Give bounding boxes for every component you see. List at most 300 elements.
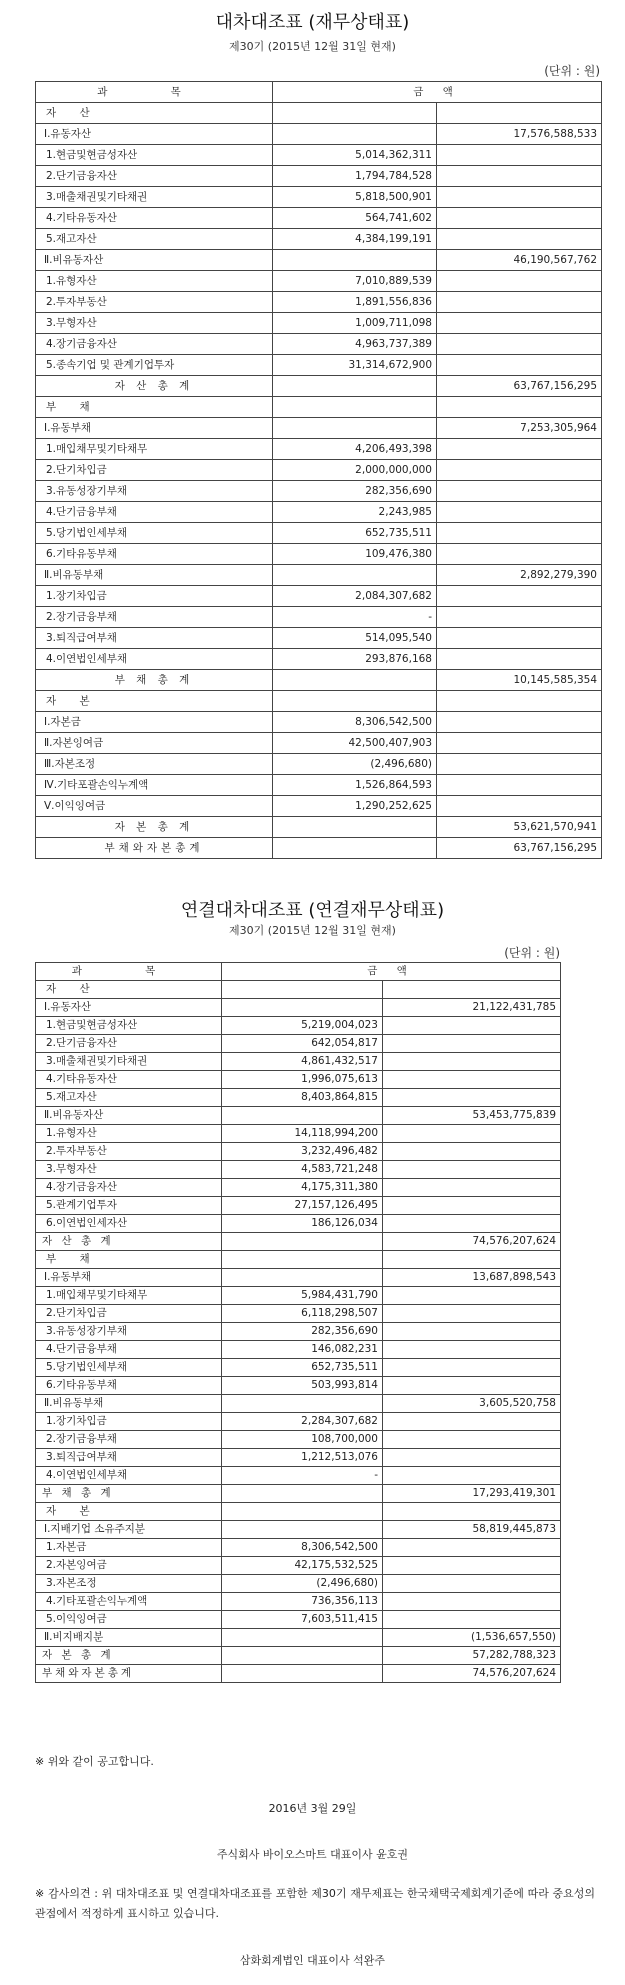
- total-amount-cell: [383, 1197, 561, 1215]
- detail-amount-cell: 293,876,168: [273, 649, 437, 670]
- total-amount-cell: [383, 1413, 561, 1431]
- total-amount-cell: [437, 271, 602, 292]
- total-amount-cell: [383, 1215, 561, 1233]
- detail-amount-cell: 31,314,672,900: [273, 355, 437, 376]
- detail-amount-cell: 1,891,556,836: [273, 292, 437, 313]
- total-amount-cell: [383, 1341, 561, 1359]
- account-cell: 1.매입채무및기타채무: [36, 439, 273, 460]
- detail-amount-cell: 1,009,711,098: [273, 313, 437, 334]
- account-cell: 6.이연법인세자산: [36, 1215, 222, 1233]
- table-row: [36, 1359, 561, 1377]
- total-amount-cell: 57,282,788,323: [383, 1647, 561, 1665]
- account-cell: 부 채 총 계: [36, 670, 273, 691]
- table-row: [36, 1269, 561, 1287]
- table-row: [36, 796, 602, 817]
- total-amount-cell: 58,819,445,873: [383, 1521, 561, 1539]
- account-cell: 1.유형자산: [36, 271, 273, 292]
- table-row: [36, 1215, 561, 1233]
- total-amount-cell: 74,576,207,624: [383, 1233, 561, 1251]
- total-amount-cell: [437, 586, 602, 607]
- total-amount-cell: [383, 1449, 561, 1467]
- table-row: [36, 544, 602, 565]
- account-cell: Ⅲ.자본조정: [36, 754, 273, 775]
- table-row: [36, 481, 602, 502]
- detail-amount-cell: 642,054,817: [222, 1035, 383, 1053]
- total-amount-cell: [437, 481, 602, 502]
- total-amount-cell: 63,767,156,295: [437, 838, 602, 859]
- unit-label: (단위 : 원): [544, 64, 600, 78]
- account-cell: Ⅳ.기타포괄손익누계액: [36, 775, 273, 796]
- table-row: [36, 712, 602, 733]
- detail-amount-cell: 1,996,075,613: [222, 1071, 383, 1089]
- detail-amount-cell: 2,243,985: [273, 502, 437, 523]
- table-row: [36, 439, 602, 460]
- total-amount-cell: [437, 103, 602, 124]
- account-cell: Ⅱ.비유동자산: [36, 250, 273, 271]
- statement-subtitle: 제30기 (2015년 12월 31일 현재): [229, 40, 396, 53]
- detail-amount-cell: 652,735,511: [273, 523, 437, 544]
- account-cell: 6.기타유동부채: [36, 1377, 222, 1395]
- total-amount-cell: 17,576,588,533: [437, 124, 602, 145]
- table-row: [36, 376, 602, 397]
- total-amount-cell: (1,536,657,550): [383, 1629, 561, 1647]
- total-amount-cell: [437, 208, 602, 229]
- table-row: [36, 1161, 561, 1179]
- detail-amount-cell: [273, 691, 437, 712]
- detail-amount-cell: (2,496,680): [273, 754, 437, 775]
- table-row: [36, 418, 602, 439]
- account-cell: 5.재고자산: [36, 229, 273, 250]
- account-cell: 자 산: [36, 981, 222, 999]
- consolidated-subtitle: 제30기 (2015년 12월 31일 현재): [229, 924, 396, 937]
- total-amount-cell: [437, 166, 602, 187]
- total-amount-cell: 53,621,570,941: [437, 817, 602, 838]
- total-amount-cell: [437, 544, 602, 565]
- detail-amount-cell: 14,118,994,200: [222, 1125, 383, 1143]
- total-amount-cell: [383, 1611, 561, 1629]
- account-cell: 4.장기금융자산: [36, 1179, 222, 1197]
- table-row: [36, 1143, 561, 1161]
- table-row: [36, 1305, 561, 1323]
- detail-amount-cell: [222, 1485, 383, 1503]
- consolidated-unit-label: (단위 : 원): [504, 946, 560, 960]
- table-row: [36, 817, 602, 838]
- account-cell: 3.무형자산: [36, 313, 273, 334]
- total-amount-cell: [437, 733, 602, 754]
- total-amount-cell: [383, 1323, 561, 1341]
- account-cell: 4.단기금융부채: [36, 1341, 222, 1359]
- detail-amount-cell: 186,126,034: [222, 1215, 383, 1233]
- total-amount-cell: [383, 1089, 561, 1107]
- table-row: [36, 1611, 561, 1629]
- account-cell: 자 본: [36, 691, 273, 712]
- table-row: [36, 229, 602, 250]
- total-amount-cell: [383, 1143, 561, 1161]
- total-amount-cell: [437, 355, 602, 376]
- total-amount-cell: [437, 523, 602, 544]
- account-cell: 5.재고자산: [36, 1089, 222, 1107]
- announcement-date: 2016년 3월 29일: [268, 1802, 357, 1815]
- detail-amount-cell: [273, 376, 437, 397]
- account-cell: 1.매입채무및기타채무: [36, 1287, 222, 1305]
- table-row: [36, 670, 602, 691]
- table-row: [36, 1125, 561, 1143]
- account-cell: 4.장기금융자산: [36, 334, 273, 355]
- detail-amount-cell: 1,794,784,528: [273, 166, 437, 187]
- consolidated-title: 연결대차대조표 (연결재무상태표): [180, 900, 445, 921]
- table-row: [36, 460, 602, 481]
- account-cell: 2.장기금융부채: [36, 607, 273, 628]
- total-amount-cell: [383, 1575, 561, 1593]
- detail-amount-cell: [273, 817, 437, 838]
- account-cell: 6.기타유동부채: [36, 544, 273, 565]
- table-row: [36, 981, 561, 999]
- total-amount-cell: [383, 1251, 561, 1269]
- table-row: [36, 838, 602, 859]
- detail-amount-cell: [222, 999, 383, 1017]
- account-cell: 4.기타유동자산: [36, 208, 273, 229]
- detail-amount-cell: 5,818,500,901: [273, 187, 437, 208]
- account-cell: 2.투자부동산: [36, 1143, 222, 1161]
- detail-amount-cell: [222, 1233, 383, 1251]
- table-row: [36, 586, 602, 607]
- total-amount-cell: [383, 1179, 561, 1197]
- table-header-row: [36, 963, 561, 981]
- detail-amount-cell: 7,603,511,415: [222, 1611, 383, 1629]
- total-amount-cell: 3,605,520,758: [383, 1395, 561, 1413]
- account-cell: 자 본 총 계: [36, 1647, 222, 1665]
- auditor-name: 삼화회계법인 대표이사 석완주: [239, 1954, 386, 1967]
- account-cell: 4.이연법인세부채: [36, 1467, 222, 1485]
- detail-amount-cell: [273, 838, 437, 859]
- account-cell: Ⅱ.비유동부채: [36, 565, 273, 586]
- detail-amount-cell: [222, 1521, 383, 1539]
- account-cell: 4.기타유동자산: [36, 1071, 222, 1089]
- account-cell: 부 채: [36, 397, 273, 418]
- detail-amount-cell: 3,232,496,482: [222, 1143, 383, 1161]
- table-row: [36, 271, 602, 292]
- table-row: [36, 1035, 561, 1053]
- table-row: [36, 1557, 561, 1575]
- detail-amount-cell: [273, 397, 437, 418]
- table-row: [36, 1467, 561, 1485]
- account-cell: 3.퇴직급여부채: [36, 628, 273, 649]
- account-cell: 4.이연법인세부채: [36, 649, 273, 670]
- detail-amount-cell: [222, 1251, 383, 1269]
- total-amount-cell: [437, 439, 602, 460]
- detail-amount-cell: 42,175,532,525: [222, 1557, 383, 1575]
- table-row: [36, 124, 602, 145]
- detail-amount-cell: 8,403,864,815: [222, 1089, 383, 1107]
- total-amount-cell: [437, 712, 602, 733]
- detail-amount-cell: 2,084,307,682: [273, 586, 437, 607]
- detail-amount-cell: 5,984,431,790: [222, 1287, 383, 1305]
- total-amount-cell: [383, 1071, 561, 1089]
- detail-amount-cell: [273, 418, 437, 439]
- company-representative: 주식회사 바이오스마트 대표이사 윤호권: [216, 1848, 409, 1861]
- total-amount-cell: [437, 460, 602, 481]
- total-amount-cell: [437, 292, 602, 313]
- table-row: [36, 1089, 561, 1107]
- table-row: [36, 1413, 561, 1431]
- table-row: [36, 523, 602, 544]
- account-cell: 2.단기금융자산: [36, 1035, 222, 1053]
- total-amount-cell: [383, 1359, 561, 1377]
- account-cell: Ⅱ.비유동자산: [36, 1107, 222, 1125]
- account-cell: 3.퇴직급여부채: [36, 1449, 222, 1467]
- table-header-row: [36, 82, 602, 103]
- table-row: [36, 607, 602, 628]
- account-cell: 자 본 총 계: [36, 817, 273, 838]
- total-amount-cell: 13,687,898,543: [383, 1269, 561, 1287]
- total-amount-cell: 63,767,156,295: [437, 376, 602, 397]
- detail-amount-cell: 564,741,602: [273, 208, 437, 229]
- account-cell: Ⅴ.이익잉여금: [36, 796, 273, 817]
- table-row: [36, 565, 602, 586]
- table-row: [36, 1107, 561, 1125]
- table-row: [36, 1539, 561, 1557]
- account-cell: 2.투자부동산: [36, 292, 273, 313]
- account-cell: 부 채 총 계: [36, 1485, 222, 1503]
- account-cell: 자 산 총 계: [36, 1233, 222, 1251]
- total-amount-cell: [437, 397, 602, 418]
- detail-amount-cell: [273, 103, 437, 124]
- account-cell: 1.현금및현금성자산: [36, 1017, 222, 1035]
- table-row: [36, 775, 602, 796]
- detail-amount-cell: 652,735,511: [222, 1359, 383, 1377]
- header-amount: 금 액: [273, 82, 602, 103]
- total-amount-cell: [437, 796, 602, 817]
- detail-amount-cell: 108,700,000: [222, 1431, 383, 1449]
- table-row: [36, 1647, 561, 1665]
- total-amount-cell: 53,453,775,839: [383, 1107, 561, 1125]
- detail-amount-cell: 1,290,252,625: [273, 796, 437, 817]
- total-amount-cell: [437, 691, 602, 712]
- table-row: [36, 292, 602, 313]
- detail-amount-cell: 2,284,307,682: [222, 1413, 383, 1431]
- detail-amount-cell: 282,356,690: [222, 1323, 383, 1341]
- detail-amount-cell: 4,583,721,248: [222, 1161, 383, 1179]
- account-cell: 2.단기차입금: [36, 1305, 222, 1323]
- detail-amount-cell: [222, 1629, 383, 1647]
- account-cell: 부채와자본총계: [36, 838, 273, 859]
- table-row: [36, 1017, 561, 1035]
- table-row: [36, 1665, 561, 1683]
- table-row: [36, 754, 602, 775]
- detail-amount-cell: 1,212,513,076: [222, 1449, 383, 1467]
- table-row: [36, 1593, 561, 1611]
- header-account: 과 목: [36, 963, 222, 981]
- table-row: [36, 649, 602, 670]
- total-amount-cell: [437, 145, 602, 166]
- account-cell: 자 본: [36, 1503, 222, 1521]
- total-amount-cell: 46,190,567,762: [437, 250, 602, 271]
- account-cell: 3.매출채권및기타채권: [36, 187, 273, 208]
- account-cell: 2.단기차입금: [36, 460, 273, 481]
- table-row: [36, 691, 602, 712]
- table-row: [36, 1053, 561, 1071]
- detail-amount-cell: 27,157,126,495: [222, 1197, 383, 1215]
- table-row: [36, 334, 602, 355]
- table-row: [36, 1521, 561, 1539]
- account-cell: 5.당기법인세부채: [36, 523, 273, 544]
- total-amount-cell: 7,253,305,964: [437, 418, 602, 439]
- account-cell: 1.자본금: [36, 1539, 222, 1557]
- total-amount-cell: [383, 1431, 561, 1449]
- account-cell: 1.장기차입금: [36, 586, 273, 607]
- detail-amount-cell: [222, 1647, 383, 1665]
- detail-amount-cell: -: [222, 1467, 383, 1485]
- table-row: [36, 1449, 561, 1467]
- account-cell: 4.기타포괄손익누계액: [36, 1593, 222, 1611]
- detail-amount-cell: 1,526,864,593: [273, 775, 437, 796]
- total-amount-cell: [437, 187, 602, 208]
- total-amount-cell: [437, 754, 602, 775]
- detail-amount-cell: 2,000,000,000: [273, 460, 437, 481]
- table-row: [36, 1341, 561, 1359]
- table-row: [36, 1287, 561, 1305]
- detail-amount-cell: 109,476,380: [273, 544, 437, 565]
- account-cell: Ⅱ.비유동부채: [36, 1395, 222, 1413]
- account-cell: Ⅱ.자본잉여금: [36, 733, 273, 754]
- table-row: [36, 1071, 561, 1089]
- total-amount-cell: [383, 1125, 561, 1143]
- account-cell: 자 산 총 계: [36, 376, 273, 397]
- total-amount-cell: [383, 1053, 561, 1071]
- detail-amount-cell: 4,861,432,517: [222, 1053, 383, 1071]
- table-row: [36, 166, 602, 187]
- table-row: [36, 397, 602, 418]
- total-amount-cell: [437, 607, 602, 628]
- total-amount-cell: [437, 628, 602, 649]
- table-row: [36, 145, 602, 166]
- account-cell: 부 채: [36, 1251, 222, 1269]
- consolidated-balance-sheet-body: [36, 981, 561, 1683]
- detail-amount-cell: 736,356,113: [222, 1593, 383, 1611]
- detail-amount-cell: 514,095,540: [273, 628, 437, 649]
- detail-amount-cell: 4,175,311,380: [222, 1179, 383, 1197]
- detail-amount-cell: 8,306,542,500: [222, 1539, 383, 1557]
- total-amount-cell: 10,145,585,354: [437, 670, 602, 691]
- total-amount-cell: [437, 229, 602, 250]
- account-cell: 부채와자본총계: [36, 1665, 222, 1683]
- account-cell: Ⅰ.유동부채: [36, 418, 273, 439]
- table-row: [36, 999, 561, 1017]
- detail-amount-cell: -: [273, 607, 437, 628]
- detail-amount-cell: 7,010,889,539: [273, 271, 437, 292]
- detail-amount-cell: 8,306,542,500: [273, 712, 437, 733]
- account-cell: 2.단기금융자산: [36, 166, 273, 187]
- account-cell: 3.유동성장기부채: [36, 481, 273, 502]
- detail-amount-cell: [273, 124, 437, 145]
- account-cell: Ⅰ.유동자산: [36, 999, 222, 1017]
- detail-amount-cell: 5,014,362,311: [273, 145, 437, 166]
- detail-amount-cell: [222, 1107, 383, 1125]
- account-cell: 3.유동성장기부채: [36, 1323, 222, 1341]
- detail-amount-cell: 4,384,199,191: [273, 229, 437, 250]
- detail-amount-cell: [273, 670, 437, 691]
- account-cell: 5.당기법인세부채: [36, 1359, 222, 1377]
- detail-amount-cell: [222, 1395, 383, 1413]
- account-cell: 자 산: [36, 103, 273, 124]
- detail-amount-cell: [222, 1503, 383, 1521]
- table-row: [36, 1323, 561, 1341]
- total-amount-cell: [383, 1539, 561, 1557]
- total-amount-cell: [383, 1035, 561, 1053]
- detail-amount-cell: 4,206,493,398: [273, 439, 437, 460]
- detail-amount-cell: [222, 1665, 383, 1683]
- detail-amount-cell: 146,082,231: [222, 1341, 383, 1359]
- total-amount-cell: [383, 1305, 561, 1323]
- header-account: 과 목: [36, 82, 273, 103]
- total-amount-cell: [383, 1467, 561, 1485]
- table-row: [36, 502, 602, 523]
- account-cell: 2.장기금융부채: [36, 1431, 222, 1449]
- table-row: [36, 355, 602, 376]
- account-cell: 1.현금및현금성자산: [36, 145, 273, 166]
- detail-amount-cell: [273, 565, 437, 586]
- table-row: [36, 1629, 561, 1647]
- total-amount-cell: 21,122,431,785: [383, 999, 561, 1017]
- account-cell: Ⅰ.지배기업 소유주지분: [36, 1521, 222, 1539]
- notice-text: ※ 위와 같이 공고합니다.: [35, 1755, 154, 1768]
- total-amount-cell: [383, 981, 561, 999]
- table-row: [36, 1431, 561, 1449]
- account-cell: 4.단기금융부채: [36, 502, 273, 523]
- total-amount-cell: [383, 1593, 561, 1611]
- table-row: [36, 1503, 561, 1521]
- table-row: [36, 1377, 561, 1395]
- account-cell: Ⅱ.비지배지분: [36, 1629, 222, 1647]
- total-amount-cell: [437, 649, 602, 670]
- total-amount-cell: [437, 502, 602, 523]
- header-amount: 금 액: [222, 963, 561, 981]
- account-cell: 5.이익잉여금: [36, 1611, 222, 1629]
- detail-amount-cell: 6,118,298,507: [222, 1305, 383, 1323]
- account-cell: 2.자본잉여금: [36, 1557, 222, 1575]
- table-row: [36, 1395, 561, 1413]
- table-row: [36, 733, 602, 754]
- total-amount-cell: 17,293,419,301: [383, 1485, 561, 1503]
- total-amount-cell: [383, 1503, 561, 1521]
- total-amount-cell: [383, 1287, 561, 1305]
- account-cell: 3.자본조정: [36, 1575, 222, 1593]
- total-amount-cell: [437, 313, 602, 334]
- statement-title: 대차대조표 (재무상태표): [215, 12, 410, 33]
- table-row: [36, 103, 602, 124]
- account-cell: 5.종속기업 및 관계기업투자: [36, 355, 273, 376]
- table-row: [36, 1233, 561, 1251]
- account-cell: Ⅰ.자본금: [36, 712, 273, 733]
- account-cell: 5.관계기업투자: [36, 1197, 222, 1215]
- detail-amount-cell: [273, 250, 437, 271]
- detail-amount-cell: 4,963,737,389: [273, 334, 437, 355]
- table-row: [36, 1197, 561, 1215]
- audit-opinion: ※ 감사의견 : 위 대차대조표 및 연결대차대조표를 포함한 제30기 재무제표는 한국채택국제회계기준에 따라 중요성의 관점에서 적정하게 표시하고 있습니다.: [35, 1887, 595, 1920]
- table-row: [36, 313, 602, 334]
- detail-amount-cell: (2,496,680): [222, 1575, 383, 1593]
- account-cell: 1.장기차입금: [36, 1413, 222, 1431]
- total-amount-cell: 2,892,279,390: [437, 565, 602, 586]
- balance-sheet-body: [36, 103, 602, 859]
- table-row: [36, 628, 602, 649]
- table-row: [36, 1485, 561, 1503]
- table-row: [36, 1179, 561, 1197]
- account-cell: Ⅰ.유동부채: [36, 1269, 222, 1287]
- total-amount-cell: [383, 1557, 561, 1575]
- detail-amount-cell: [222, 1269, 383, 1287]
- detail-amount-cell: 282,356,690: [273, 481, 437, 502]
